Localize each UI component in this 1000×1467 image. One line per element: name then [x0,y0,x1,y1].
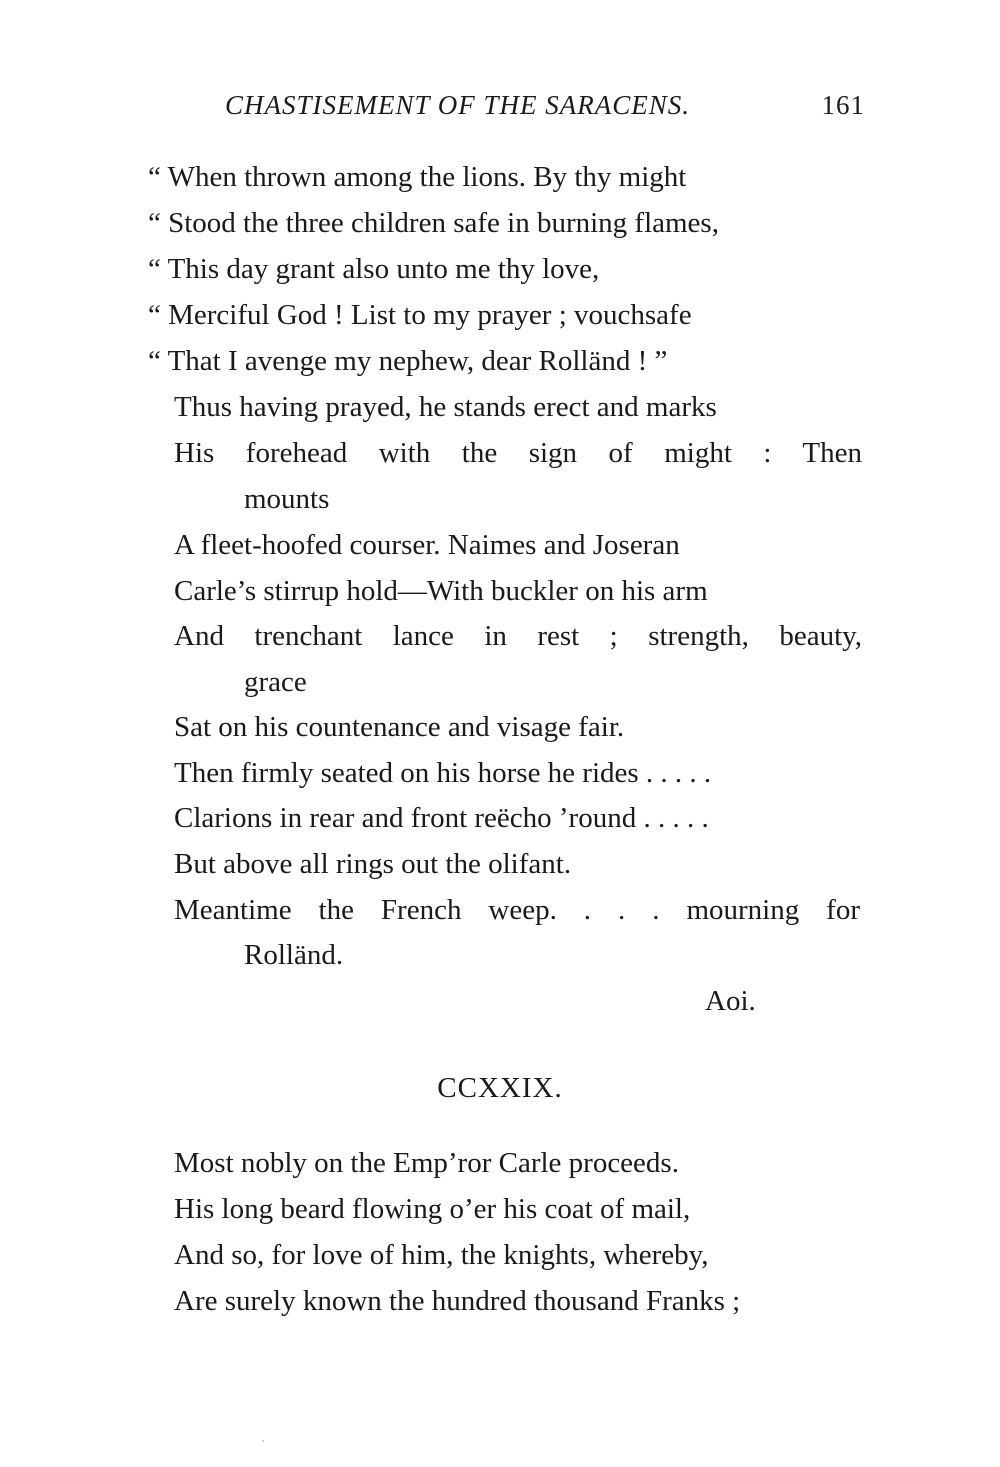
stanza-number: CCXXIX. [437,1072,563,1104]
poem-line: His forehead with the sign of might : Then [174,437,862,469]
refrain: Aoi. [705,985,756,1017]
poem-line-continuation: grace [244,666,307,698]
poem-line: Carle’s stirrup hold—With buckler on his arm [174,575,708,607]
stanza-line: His long beard flowing o’er his coat of mail, [174,1193,691,1225]
poem-line: “ Stood the three children safe in burning flames, [148,207,719,239]
poem-line: And trenchant lance in rest ; strength, beauty, [174,620,862,652]
poem-line: Sat on his countenance and visage fair. [174,711,625,743]
poem-line: A fleet-hoofed courser. Naimes and Joseran [174,529,680,561]
running-title: CHASTISEMENT OF THE SARACENS. [225,90,691,120]
poem-line: “ That I avenge my nephew, dear Rolländ ! ” [148,345,668,377]
poem-line: “ When thrown among the lions. By thy might [148,161,687,193]
print-speck [262,1440,264,1442]
stanza-line: Are surely known the hundred thousand Franks ; [174,1285,741,1317]
poem-line: “ This day grant also unto me thy love, [148,253,600,285]
poem-line: Then firmly seated on his horse he rides . . . . . [174,757,712,789]
stanza-line: And so, for love of him, the knights, whereby, [174,1239,709,1271]
page-number: 161 [821,90,865,120]
poem-line: But above all rings out the olifant. [174,848,572,880]
poem-line: Clarions in rear and front reëcho ’round . . . . . [174,802,709,834]
poem-line: “ Merciful God ! List to my prayer ; vouchsafe [148,299,692,331]
running-head [225,90,865,130]
poem-line: Meantime the French weep. . . . mourning for [174,894,860,926]
poem-line-continuation: mounts [244,483,330,515]
stanza-line: Most nobly on the Emp’ror Carle proceeds. [174,1147,679,1179]
stanza-heading [0,1072,1000,1105]
poem-line: Thus having prayed, he stands erect and marks [174,391,717,423]
poem-line-continuation: Rolländ. [244,939,344,971]
